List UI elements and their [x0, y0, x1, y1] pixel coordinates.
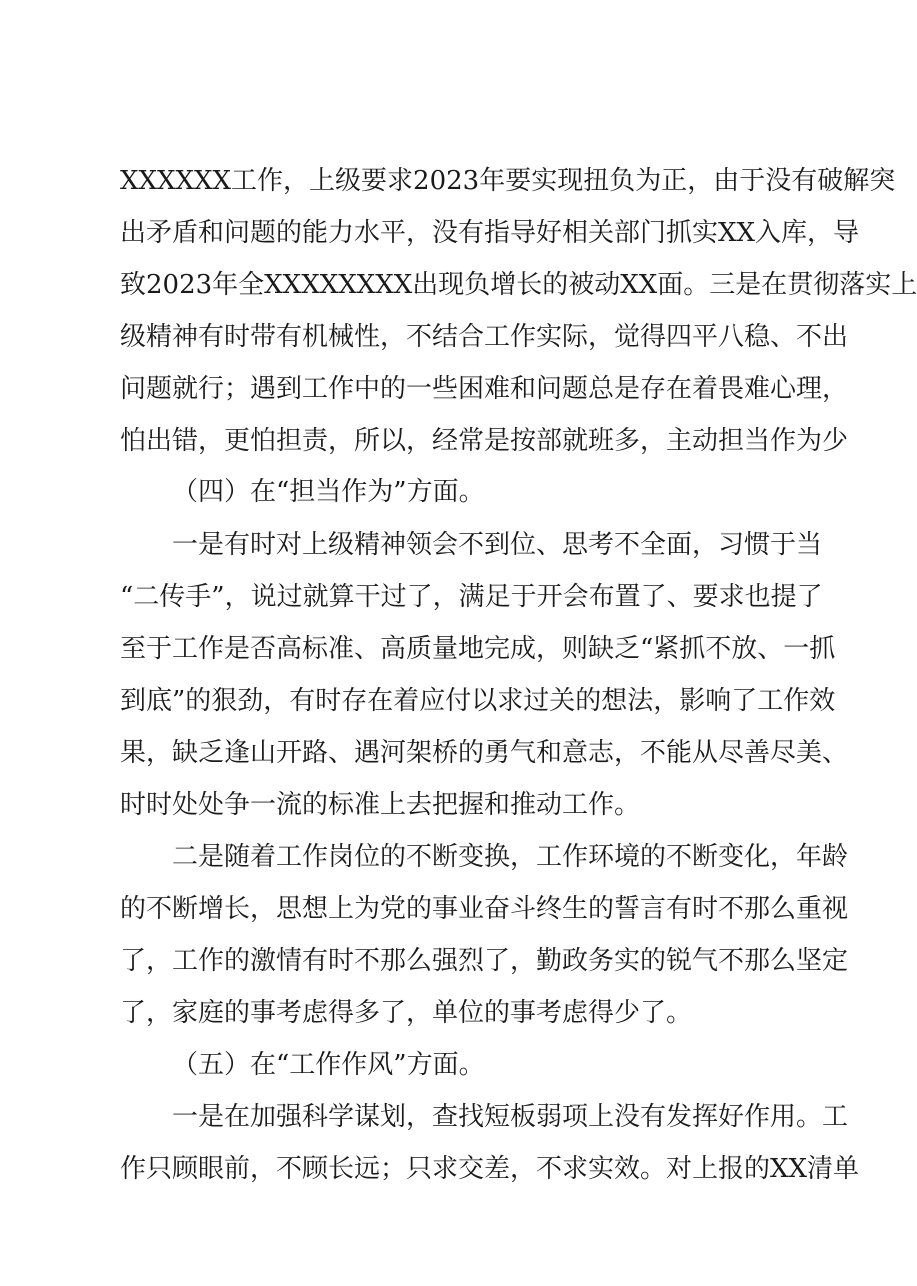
paragraph-first-line: 二是随着工作岗位的不断变换，工作环境的不断变化，年龄 [172, 842, 849, 872]
body-text-line: “二传手”，说过就算干过了，满足于开会布置了、要求也提了 [120, 582, 823, 612]
body-text-line: 作只顾眼前，不顾长远；只求交差，不求实效。对上报的XX清单 [120, 1154, 860, 1184]
body-text-line: 果，缺乏逢山开路、遇河架桥的勇气和意志，不能从尽善尽美、 [120, 738, 849, 768]
body-text-line: 了，工作的激情有时不那么强烈了，勤政务实的锐气不那么坚定 [120, 946, 849, 976]
body-text-line: XXXXXX工作，上级要求2023年要实现扭负为正，由于没有破解突 [120, 166, 896, 196]
body-text-line: 怕出错，更怕担责，所以，经常是按部就班多，主动担当作为少 [120, 426, 849, 456]
paragraph-first-line: 一是在加强科学谋划，查找短板弱项上没有发挥好作用。工 [172, 1102, 849, 1132]
body-text-line: 到底”的狠劲，有时存在着应付以求过关的想法，影响了工作效 [120, 686, 836, 716]
section-heading: （五）在“工作作风”方面。 [172, 1050, 485, 1080]
body-text-line: 时时处处争一流的标准上去把握和推动工作。 [120, 790, 641, 820]
body-text-line: 出矛盾和问题的能力水平，没有指导好相关部门抓实XX入库，导 [120, 218, 860, 248]
paragraph-first-line: 一是有时对上级精神领会不到位、思考不全面，习惯于当 [172, 530, 823, 560]
body-text-line: 级精神有时带有机械性，不结合工作实际，觉得四平八稳、不出 [120, 322, 849, 352]
body-text-line: 至于工作是否高标准、高质量地完成，则缺乏“紧抓不放、一抓 [120, 634, 836, 664]
body-text-line: 问题就行；遇到工作中的一些困难和问题总是存在着畏难心理， [120, 374, 849, 404]
body-text-line: 致2023年全XXXXXXXX出现负增长的被动XX面。三是在贯彻落实上 [120, 270, 917, 300]
section-heading: （四）在“担当作为”方面。 [172, 477, 485, 507]
body-text-line: 的不断增长，思想上为党的事业奋斗终生的誓言有时不那么重视 [120, 894, 849, 924]
body-text-line: 了，家庭的事考虑得多了，单位的事考虑得少了。 [120, 998, 693, 1028]
